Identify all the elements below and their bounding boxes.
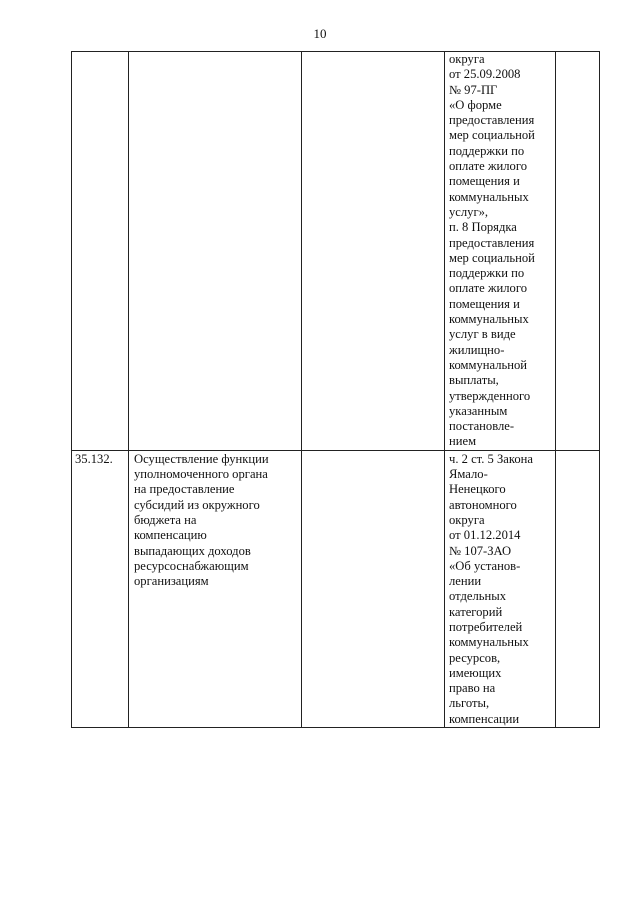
row-number-cell <box>72 52 129 451</box>
text-line: постановле- <box>449 419 515 434</box>
text-line: Ямало- <box>449 467 488 482</box>
empty-cell <box>556 52 600 451</box>
text-line: оплате жилого <box>449 159 527 174</box>
text-line: коммунальной <box>449 357 528 372</box>
text-line: от 25.09.2008 <box>449 67 521 82</box>
text-line: округа <box>449 512 485 527</box>
text-line: право на <box>449 681 496 696</box>
text-line: предоставления <box>449 113 535 128</box>
text-line: льготы, <box>449 696 490 711</box>
functions-table <box>71 51 600 728</box>
text-line: бюджета на <box>134 512 197 527</box>
table-row <box>72 450 600 727</box>
text-line: выпадающих доходов <box>134 543 251 558</box>
table-row <box>72 52 600 451</box>
text-line: уполномоченного органа <box>134 467 268 482</box>
text-line: мер социальной <box>449 128 535 143</box>
text-line: лении <box>449 574 482 589</box>
text-line: утвержденного <box>449 388 531 403</box>
text-line: организациям <box>134 574 209 589</box>
function-cell <box>129 52 302 451</box>
page-number: 10 <box>313 26 327 41</box>
empty-cell <box>302 52 445 451</box>
text-line: категорий <box>449 604 503 619</box>
text-line: указанным <box>449 403 508 418</box>
text-line: мер социальной <box>449 250 535 265</box>
legal-basis-cell <box>445 52 556 451</box>
text-line: имеющих <box>449 665 502 680</box>
text-line: выплаты, <box>449 373 499 388</box>
text-line: помещения и <box>449 296 520 311</box>
text-line: «О форме <box>449 97 502 112</box>
text-line: потребителей <box>449 619 523 634</box>
text-line: п. 8 Порядка <box>449 220 517 235</box>
text-line: Ненецкого <box>449 482 506 497</box>
text-line: жилищно- <box>449 342 505 357</box>
text-line: округа <box>449 52 485 66</box>
text-line: № 97-ПГ <box>449 82 498 97</box>
text-line: поддержки по <box>449 266 525 281</box>
legal-basis-cell <box>445 450 556 727</box>
text-line: № 107-ЗАО <box>449 543 512 558</box>
text-line: услуг в виде <box>449 327 516 342</box>
text-line: компенсацию <box>134 528 207 543</box>
text-line: субсидий из окружного <box>134 497 260 512</box>
text-line: поддержки по <box>449 143 525 158</box>
text-line: оплате жилого <box>449 281 527 296</box>
text-line: ресурсоснабжающим <box>134 558 249 573</box>
text-line: «Об установ- <box>449 558 521 573</box>
text-line: ресурсов, <box>449 650 501 665</box>
text-line: коммунальных <box>449 312 529 327</box>
text-line: помещения и <box>449 174 520 189</box>
text-line: коммунальных <box>449 635 529 650</box>
text-line: услуг», <box>449 204 489 219</box>
text-line: предоставления <box>449 235 535 250</box>
text-line: компенсации <box>449 711 520 726</box>
text-line: нием <box>449 434 477 449</box>
text-line: отдельных <box>449 589 506 604</box>
text-line: ч. 2 ст. 5 Закона <box>449 451 533 466</box>
row-number-cell: 35.132. <box>72 450 129 727</box>
text-line: автономного <box>449 497 517 512</box>
function-cell <box>129 450 302 727</box>
empty-cell <box>302 450 445 727</box>
empty-cell <box>556 450 600 727</box>
text-line: на предоставление <box>134 482 235 497</box>
text-line: от 01.12.2014 <box>449 528 521 543</box>
text-line: коммунальных <box>449 189 529 204</box>
text-line: Осуществление функции <box>134 451 269 466</box>
